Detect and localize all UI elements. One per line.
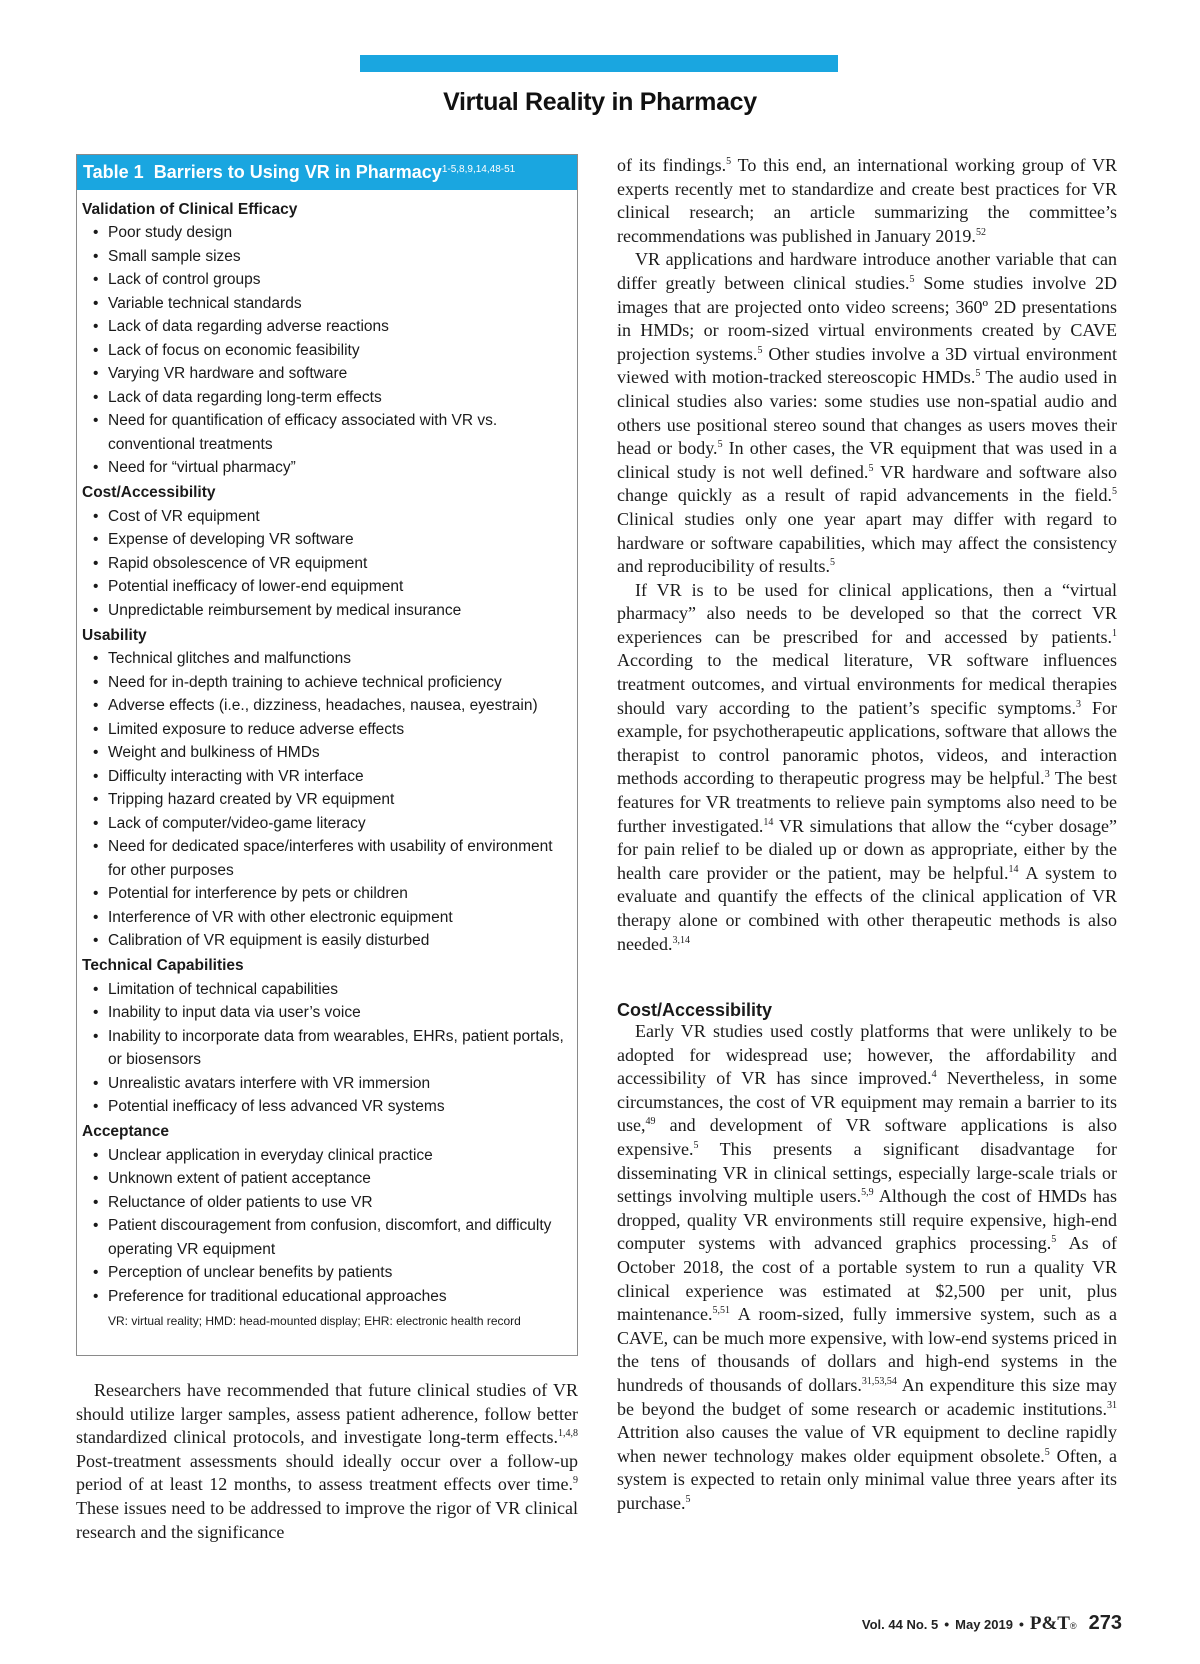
text-run: The audio used in clinical studies also varies: some studies use non-spatial audio and others use positional stereo sound that changes as users moves their head or body. [617, 367, 1117, 459]
table-section-heading: Technical Capabilities [82, 957, 244, 974]
list-item: • Potential inefficacy of lower-end equipment [82, 575, 577, 599]
text-run: Other studies involve a 3D virtual environment viewed with motion-tracked stereoscopic HMDs. [617, 343, 1117, 388]
table-section-heading: Validation of Clinical Efficacy [82, 200, 298, 218]
list-item: • Reluctance of older patients to use VR [82, 1191, 577, 1215]
citation-ref: 5 [909, 273, 915, 285]
list-item: • Inability to incorporate data from wearables, EHRs, patient portals, or biosensors [82, 1025, 577, 1072]
list-item: • Potential for interference by pets or children [82, 882, 577, 906]
text-run: Clinical studies only one year apart may differ with regard to hardware or software capabilities, which may affect the consistency and reproducibility of results. [617, 508, 1117, 577]
table-bullet-list [82, 978, 577, 1119]
table-bullet-list [82, 647, 577, 953]
footer-journal: P&T® [1029, 1613, 1077, 1634]
text-run: Attrition also causes the value of VR equipment to decline rapidly when newer technology makes older equipment obsolete. [617, 1422, 1117, 1466]
table-body [77, 190, 577, 1330]
text-run: As of October 2018, the cost of a portable system to run a quality VR clinical experience was estimated at $2,500 per unit, plus maintenance. [617, 1233, 1117, 1325]
list-item: • Lack of control groups [82, 268, 577, 292]
list-item: • Unclear application in everyday clinical practice [82, 1144, 577, 1168]
citation-ref: 5,51 [712, 1305, 730, 1317]
text-run: VR simulations that allow the “cyber dosage” for pain relief to be dialed up or down as appropriate, either by the health care provider or the patient, may be helpful. [617, 815, 1118, 883]
text-run: This presents a significant disadvantage for disseminating VR in clinical settings, especially large-scale trials or settings involving multiple users. [617, 1138, 1117, 1207]
text-run: Although the cost of HMDs has dropped, quality VR environments still require expensive, high-end computer systems with advanced graphics processing. [617, 1186, 1117, 1254]
list-item: • Tripping hazard created by VR equipment [82, 788, 577, 812]
table-barriers [76, 154, 578, 1356]
list-item: • Interference of VR with other electronic equipment [82, 906, 577, 930]
list-item: • Small sample sizes [82, 245, 577, 269]
running-header-title: Virtual Reality in Pharmacy [443, 88, 757, 116]
list-item: • Rapid obsolescence of VR equipment [82, 552, 577, 576]
text-run: Some studies involve 2D images that are projected onto video screens; 360º 2D presentations in HMDs; or room-sized virtual environments created by CAVE projection systems. [617, 272, 1117, 364]
citation-ref: 3 [1044, 769, 1050, 781]
list-item: • Difficulty interacting with VR interface [82, 765, 577, 789]
list-item: • Inability to input data via user’s voice [82, 1001, 577, 1025]
right-column-text-2 [617, 1020, 1117, 1515]
list-item: • Lack of data regarding long-term effects [82, 386, 577, 410]
text-run: VR hardware and software also change quickly as a result of rapid advancements in the field. [617, 461, 1118, 506]
table-section-heading: Acceptance [82, 1123, 170, 1140]
citation-ref: 5 [829, 557, 835, 569]
citation-ref: 9 [573, 1475, 578, 1487]
text-run: According to the medical literature, VR software influences treatment outcomes, and virtual environments for medical therapies should vary according to the patient’s specific symptoms. [617, 650, 1117, 718]
list-item: • Potential inefficacy of less advanced VR systems [82, 1095, 577, 1119]
list-item: • Unknown extent of patient acceptance [82, 1167, 577, 1191]
text-run: Often, a system is expected to retain only minimal value three years after its purchase. [617, 1445, 1117, 1513]
citation-ref: 5 [1051, 1234, 1057, 1246]
list-item: • Preference for traditional educational approaches [82, 1285, 577, 1309]
text-run: Nevertheless, in some circumstances, the cost of VR equipment may remain a barrier to its use, [617, 1068, 1117, 1136]
citation-ref: 5 [693, 1139, 699, 1151]
paragraph [617, 579, 1117, 957]
table-bullet-list [82, 1144, 577, 1309]
list-item: • Limited exposure to reduce adverse effects [82, 718, 577, 742]
text-run: Early VR studies used costly platforms that were unlikely to be adopted for widespread use; however, the affordability and accessibility of VR has since improved. [617, 1021, 1117, 1089]
citation-ref: 5 [975, 368, 981, 380]
list-item: • Adverse effects (i.e., dizziness, headaches, nausea, eyestrain) [82, 694, 577, 718]
citation-ref: 31 [1107, 1399, 1117, 1411]
list-item: • Need for “virtual pharmacy” [82, 456, 577, 480]
section-heading: Cost/Accessibility [617, 1000, 773, 1020]
paragraph [76, 1379, 578, 1544]
paragraph [617, 154, 1117, 248]
citation-ref: 5 [757, 344, 763, 356]
table-caption [77, 155, 577, 190]
citation-ref: 31,53,54 [861, 1375, 897, 1387]
citation-ref: 3,14 [672, 934, 690, 946]
page-number: 273 [1088, 1612, 1122, 1634]
list-item: • Perception of unclear benefits by patients [82, 1261, 577, 1285]
text-run: A system to evaluate and quantify the effects of the clinical application of VR therapy alone or combined with other therapeutic methods is also needed. [617, 862, 1118, 954]
citation-ref: 52 [975, 226, 986, 238]
list-item: • Varying VR hardware and software [82, 362, 577, 386]
text-run: of its findings. [617, 155, 727, 175]
text-run: Post-treatment assessments should ideally occur over a follow-up period of at least 12 months, to assess treatment effects over time. [76, 1450, 578, 1495]
citation-ref: 5 [868, 462, 874, 474]
citation-ref: 49 [645, 1116, 656, 1128]
citation-ref: 5 [1044, 1446, 1050, 1458]
text-run: In other cases, the VR equipment that was used in a clinical study is not well defined. [617, 438, 1118, 482]
footer-volume: Vol. 44 No. 5 [861, 1617, 939, 1632]
list-item: • Unpredictable reimbursement by medical insurance [82, 599, 577, 623]
citation-ref: 1 [1112, 627, 1117, 639]
citation-ref: 14 [1008, 863, 1019, 875]
table-label: Table 1 [83, 162, 144, 182]
text-run: The best features for VR treatments to relieve pain symptoms also need to be further investigated. [617, 768, 1118, 836]
text-run: Researchers have recommended that future clinical studies of VR should utilize larger samples, assess patient adherence, follow better standardized clinical protocols, and investigate long-term effects. [76, 1380, 578, 1448]
list-item: • Poor study design [82, 221, 577, 245]
right-column-text [617, 154, 1117, 956]
list-item: • Lack of data regarding adverse reactions [82, 315, 577, 339]
citation-ref: 5,9 [861, 1187, 874, 1199]
table-footnote: VR: virtual reality; HMD: head-mounted display; EHR: electronic health record [108, 1314, 521, 1328]
list-item: • Limitation of technical capabilities [82, 978, 577, 1002]
citation-ref: 3 [1076, 698, 1082, 710]
footer-date: May 2019 [955, 1617, 1013, 1632]
text-run: VR applications and hardware introduce another variable that can differ greatly between clinical studies. [617, 249, 1117, 293]
list-item: • Patient discouragement from confusion, discomfort, and difficulty operating VR equipment [82, 1214, 577, 1261]
list-item: • Weight and bulkiness of HMDs [82, 741, 577, 765]
text-run: An expenditure this size may be beyond the budget of some research or academic institutions. [617, 1374, 1118, 1419]
list-item: • Calibration of VR equipment is easily disturbed [82, 929, 577, 953]
table-bullet-list [82, 505, 577, 623]
footer-separator: • [944, 1616, 950, 1632]
list-item: • Need for in-depth training to achieve technical proficiency [82, 671, 577, 695]
list-item: • Need for quantification of efficacy associated with VR vs. conventional treatments [82, 409, 577, 456]
text-run: A room-sized, fully immersive system, such as a CAVE, can be much more expensive, with low-end systems priced in the tens of thousands of dollars and high-end systems in the hundreds of thousands of dollars. [617, 1304, 1117, 1395]
table-section-heading: Cost/Accessibility [82, 484, 216, 501]
list-item: • Cost of VR equipment [82, 505, 577, 529]
text-run: and development of VR software applications is also expensive. [617, 1115, 1117, 1159]
table-title: Barriers to Using VR in Pharmacy [153, 162, 442, 182]
citation-ref: 1,4,8 [558, 1428, 578, 1440]
citation-ref: 5 [717, 439, 723, 451]
citation-ref: 5 [685, 1493, 691, 1505]
list-item: • Need for dedicated space/interferes with usability of environment for other purposes [82, 835, 577, 882]
citation-ref: 5 [1112, 486, 1117, 498]
list-item: • Lack of focus on economic feasibility [82, 339, 577, 363]
list-item: • Expense of developing VR software [82, 528, 577, 552]
page-footer [862, 1612, 1122, 1635]
text-run: If VR is to be used for clinical applications, then a “virtual pharmacy” also needs to be developed so that the correct VR experiences can be prescribed for and accessed by patients. [617, 579, 1117, 647]
left-column-text [76, 1379, 578, 1544]
table-section-heading: Usability [82, 626, 147, 644]
citation-ref: 14 [763, 816, 774, 828]
paragraph [617, 1020, 1117, 1515]
citation-ref: 4 [931, 1069, 937, 1081]
header-accent-bar [360, 55, 838, 72]
text-run: To this end, an international working group of VR experts recently met to standardize and create best practices for VR clinical research; an article summarizing the committee’s recommendations was published in January 2019. [617, 155, 1117, 246]
text-run: For example, for psychotherapeutic applications, software that allows the therapist to control panoramic photos, videos, and interaction methods according to therapeutic progress may be helpful. [617, 697, 1117, 789]
list-item: • Technical glitches and malfunctions [82, 647, 577, 671]
list-item: • Variable technical standards [82, 292, 577, 316]
citation-ref: 5 [726, 156, 732, 167]
footer-separator: • [1018, 1616, 1024, 1632]
text-run: These issues need to be addressed to improve the rigor of VR clinical research and the significance [76, 1497, 578, 1542]
list-item: • Lack of computer/video-game literacy [82, 812, 577, 836]
table-bullet-list [82, 221, 577, 480]
table-refs: 1-5,8,9,14,48-51 [441, 164, 516, 175]
list-item: • Unrealistic avatars interfere with VR immersion [82, 1072, 577, 1096]
paragraph [617, 248, 1117, 578]
